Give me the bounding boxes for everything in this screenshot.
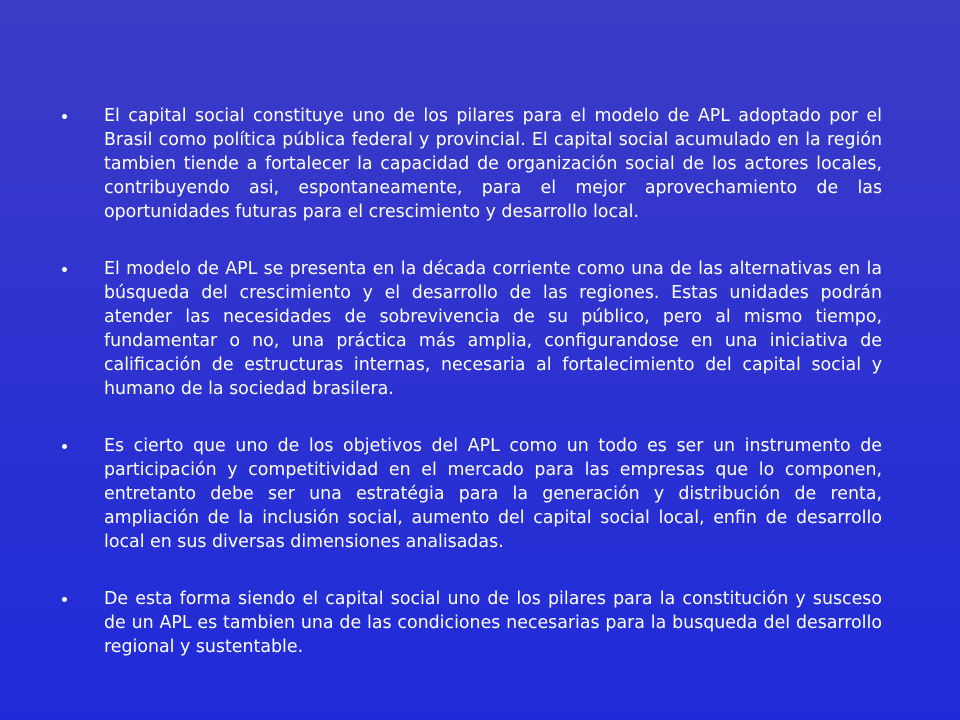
bullet-dot-icon xyxy=(62,114,67,119)
bullet-text: Es cierto que uno de los objetivos del APL como un todo es ser un instrumento de participación y competitividad en el mercado para las empresas que lo componen, entretanto debe ser una estratégia para la generación y distribución de renta, ampliación de la inclusión social, aumento del capital social local, enfin de desarrollo local en sus diversas dimensiones analisadas. xyxy=(104,436,882,552)
bullet-text: De esta forma siendo el capital social uno de los pilares para la constitución y susceso de un APL es tambien una de las condiciones necesarias para la busqueda del desarrollo regional y sustentable. xyxy=(104,589,882,657)
bullet-dot-icon xyxy=(62,444,67,449)
bullet-text: El modelo de APL se presenta en la década corriente como una de las alternativas en la búsqueda del crescimiento y el desarrollo de las regiones. Estas unidades podrán atender las necesidades de sobrevivencia de su público, pero al mismo tiempo, fundamentar o no, una práctica más amplia, configurandose en una iniciativa de calificación de estructuras internas, necesaria al fortalecimiento del capital social y humano de la sociedad brasilera. xyxy=(104,259,882,399)
bullet-text: El capital social constituye uno de los pilares para el modelo de APL adoptado por el Brasil como política pública federal y provincial. El capital social acumulado en la región tambien tiende a fortalecer la capacidad de organización social de los actores locales, contribuyendo asi, espontaneamente, para el mejor aprovechamiento de las oportunidades futuras para el crescimiento y desarrollo local. xyxy=(104,106,882,222)
bullet-dot-icon xyxy=(62,597,67,602)
bullet-list xyxy=(62,104,882,659)
bullet-item xyxy=(62,587,882,659)
bullet-item xyxy=(62,434,882,554)
bullet-dot-icon xyxy=(62,267,67,272)
bullet-item xyxy=(62,257,882,401)
bullet-item xyxy=(62,104,882,224)
